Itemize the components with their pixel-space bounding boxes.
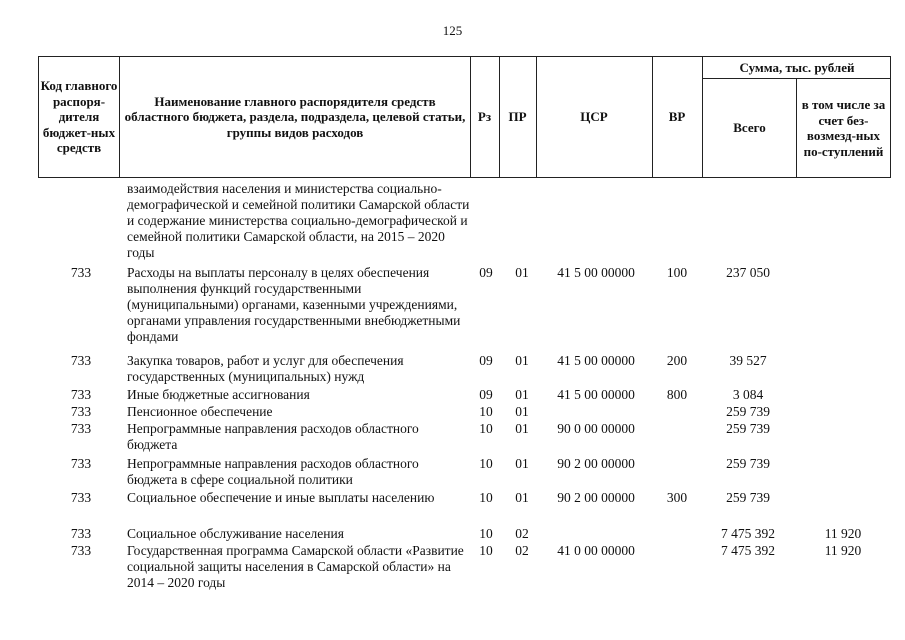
cell-total: 7 475 392 bbox=[721, 543, 775, 558]
cell-kod: 733 bbox=[70, 543, 92, 558]
cell-vr: 100 bbox=[666, 265, 688, 280]
cell-name: Расходы на выплаты персоналу в целях обеспечения выполнения функций государственными (муниципальными) органами, казенными учреждениями, органами управления государственными внебюджетными фондами bbox=[127, 265, 461, 344]
cell-name: Социальное обеспечение и иные выплаты населению bbox=[127, 490, 435, 505]
cell-vr: 200 bbox=[666, 353, 688, 368]
header-csr: ЦСР bbox=[580, 109, 608, 125]
cell-name: Иные бюджетные ассигнования bbox=[127, 387, 310, 402]
cell-rz: 10 bbox=[479, 456, 493, 471]
cell-total: 7 475 392 bbox=[721, 526, 775, 541]
cell-name: Непрограммные направления расходов областного бюджета bbox=[127, 421, 419, 452]
cell-csr: 90 0 00 00000 bbox=[557, 421, 635, 436]
cell-total: 259 739 bbox=[726, 490, 770, 505]
header-free: в том числе за счет без-возмезд-ных по-ступлений bbox=[801, 97, 886, 159]
cell-kod: 733 bbox=[70, 265, 92, 280]
cell-free: 11 920 bbox=[824, 543, 862, 558]
cell-rz: 10 bbox=[479, 543, 493, 558]
cell-rz: 10 bbox=[479, 404, 493, 419]
cell-name: Государственная программа Самарской области «Развитие социальной защиты населения в Самарской области» на 2014 – 2020 годы bbox=[127, 543, 464, 590]
table-header bbox=[38, 56, 891, 178]
header-name: Наименование главного распорядителя средств областного бюджета, раздела, подраздела, целевой статьи, группы видов расходов bbox=[124, 93, 466, 140]
cell-pr: 01 bbox=[515, 456, 529, 471]
page-number: 125 bbox=[442, 23, 463, 38]
cell-rz: 09 bbox=[479, 387, 493, 402]
cell-csr: 41 0 00 00000 bbox=[557, 543, 635, 558]
cell-total: 3 084 bbox=[732, 387, 764, 402]
cell-pr: 02 bbox=[515, 543, 529, 558]
cell-vr: 300 bbox=[666, 490, 688, 505]
cell-kod: 733 bbox=[70, 387, 92, 402]
cell-name: Закупка товаров, работ и услуг для обеспечения государственных (муниципальных) нужд bbox=[127, 353, 404, 384]
cell-free: 11 920 bbox=[824, 526, 862, 541]
cell-total: 259 739 bbox=[726, 456, 770, 471]
cell-name: взаимодействия населения и министерства социально-демографической и семейной политики Самарской области и содержание министерства социально-демографической и семейной политики Самарской области, на 2015 – 2020 годы bbox=[127, 181, 470, 260]
header-vr: ВР bbox=[668, 109, 686, 125]
cell-csr: 41 5 00 00000 bbox=[557, 353, 635, 368]
header-kod: Код главного распоря-дителя бюджет-ных средств bbox=[40, 78, 118, 156]
cell-name: Непрограммные направления расходов областного бюджета в сфере социальной политики bbox=[127, 456, 419, 487]
cell-total: 237 050 bbox=[726, 265, 770, 280]
cell-kod: 733 bbox=[70, 526, 92, 541]
cell-kod: 733 bbox=[70, 353, 92, 368]
cell-pr: 01 bbox=[515, 421, 529, 436]
cell-csr: 90 2 00 00000 bbox=[557, 456, 635, 471]
cell-kod: 733 bbox=[70, 490, 92, 505]
cell-total: 39 527 bbox=[729, 353, 767, 368]
cell-rz: 09 bbox=[479, 353, 493, 368]
cell-name: Социальное обслуживание населения bbox=[127, 526, 344, 541]
cell-csr: 41 5 00 00000 bbox=[557, 265, 635, 280]
cell-csr: 41 5 00 00000 bbox=[557, 387, 635, 402]
cell-name: Пенсионное обеспечение bbox=[127, 404, 273, 419]
cell-csr: 90 2 00 00000 bbox=[557, 490, 635, 505]
cell-rz: 10 bbox=[479, 526, 493, 541]
cell-pr: 02 bbox=[515, 526, 529, 541]
cell-rz: 09 bbox=[479, 265, 493, 280]
cell-kod: 733 bbox=[70, 404, 92, 419]
cell-rz: 10 bbox=[479, 421, 493, 436]
header-rz: Рз bbox=[477, 109, 492, 125]
cell-pr: 01 bbox=[515, 490, 529, 505]
cell-pr: 01 bbox=[515, 353, 529, 368]
header-total: Всего bbox=[733, 120, 766, 136]
header-sum-group: Сумма, тыс. рублей bbox=[739, 59, 855, 75]
cell-pr: 01 bbox=[515, 265, 529, 280]
cell-total: 259 739 bbox=[726, 421, 770, 436]
cell-pr: 01 bbox=[515, 387, 529, 402]
cell-total: 259 739 bbox=[726, 404, 770, 419]
cell-vr: 800 bbox=[666, 387, 688, 402]
header-pr: ПР bbox=[508, 109, 527, 125]
cell-kod: 733 bbox=[70, 456, 92, 471]
cell-rz: 10 bbox=[479, 490, 493, 505]
cell-kod: 733 bbox=[70, 421, 92, 436]
cell-pr: 01 bbox=[515, 404, 529, 419]
